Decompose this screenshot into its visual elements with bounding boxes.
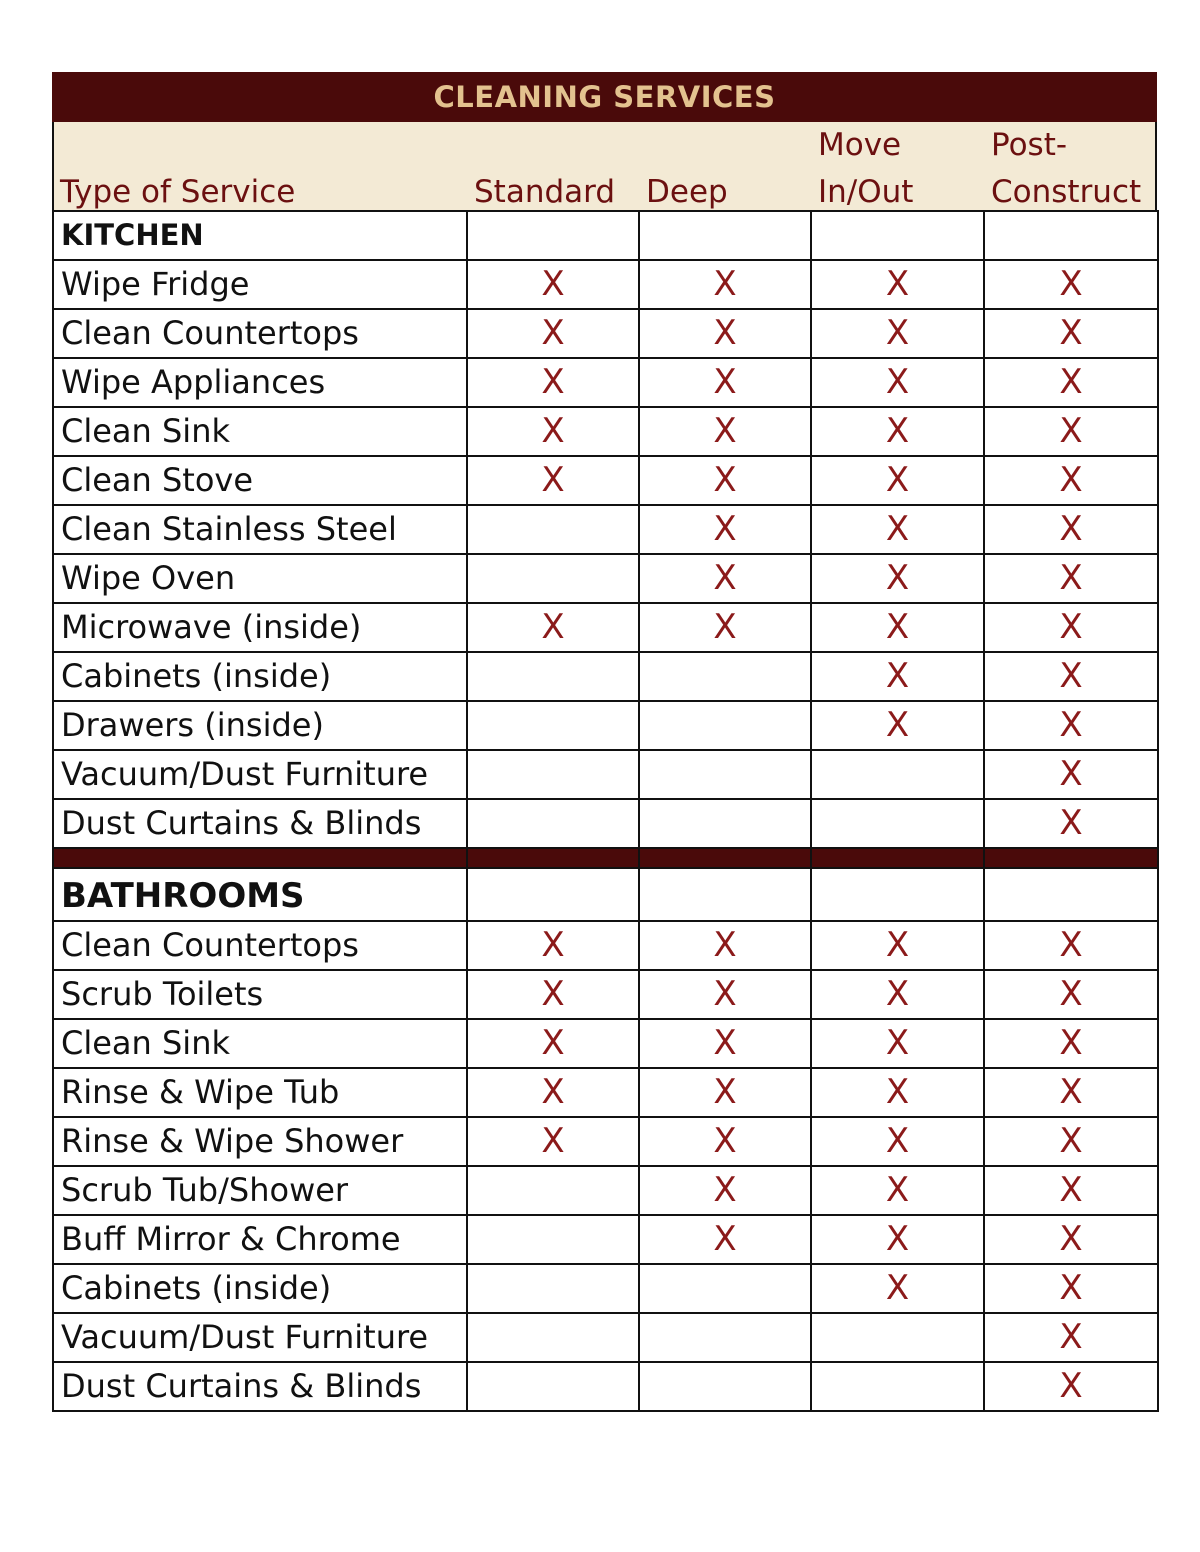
x-mark: X xyxy=(1059,656,1083,696)
service-label: Clean Countertops xyxy=(53,309,467,358)
x-mark: X xyxy=(1059,803,1083,843)
service-label: Dust Curtains & Blinds xyxy=(53,1362,467,1411)
cell-post xyxy=(984,1313,1158,1362)
column-header-post xyxy=(985,122,1159,220)
cell-standard xyxy=(467,652,639,701)
cell-post xyxy=(984,358,1158,407)
x-mark: X xyxy=(885,411,910,451)
x-mark: X xyxy=(713,925,737,965)
table-row xyxy=(53,652,1158,701)
cell-post xyxy=(984,456,1158,505)
x-mark: X xyxy=(1059,974,1083,1014)
cell-standard xyxy=(467,309,639,358)
x-mark: X xyxy=(1059,705,1083,745)
cell-deep xyxy=(639,554,811,603)
x-mark: X xyxy=(541,607,565,647)
cell-post xyxy=(984,505,1158,554)
column-header-post-line2: Construct xyxy=(991,174,1142,210)
cell-move xyxy=(811,1215,984,1264)
cell-standard xyxy=(467,358,639,407)
cell-post xyxy=(984,1166,1158,1215)
empty-cell xyxy=(811,868,984,921)
cell-move xyxy=(811,799,984,848)
x-mark: X xyxy=(885,1219,910,1259)
cell-post xyxy=(984,1117,1158,1166)
section-title: KITCHEN xyxy=(53,211,467,260)
table-row xyxy=(53,407,1158,456)
x-mark: X xyxy=(885,313,910,353)
x-mark: X xyxy=(1059,1023,1083,1063)
cell-move xyxy=(811,260,984,309)
service-label: Cabinets (inside) xyxy=(53,1264,467,1313)
table-row xyxy=(53,921,1158,970)
cell-deep xyxy=(639,1215,811,1264)
service-label: Microwave (inside) xyxy=(53,603,467,652)
cell-post xyxy=(984,260,1158,309)
x-mark: X xyxy=(541,1023,565,1063)
service-label: Drawers (inside) xyxy=(53,701,467,750)
service-label: Clean Sink xyxy=(53,407,467,456)
x-mark: X xyxy=(885,974,910,1014)
cell-deep xyxy=(639,1166,811,1215)
x-mark: X xyxy=(885,1121,910,1161)
cell-move xyxy=(811,603,984,652)
cell-move xyxy=(811,358,984,407)
cell-move xyxy=(811,750,984,799)
empty-cell xyxy=(467,868,639,921)
divider-cell xyxy=(984,848,1158,868)
cell-post xyxy=(984,554,1158,603)
cell-standard xyxy=(467,701,639,750)
x-mark: X xyxy=(885,460,910,500)
cell-post xyxy=(984,970,1158,1019)
cell-move xyxy=(811,554,984,603)
service-label: Wipe Oven xyxy=(53,554,467,603)
x-mark: X xyxy=(713,607,737,647)
table-row xyxy=(53,505,1158,554)
cell-deep xyxy=(639,1313,811,1362)
x-mark: X xyxy=(1059,558,1083,598)
x-mark: X xyxy=(1059,1268,1083,1308)
table-row xyxy=(53,799,1158,848)
table-row xyxy=(53,260,1158,309)
column-header-deep xyxy=(640,122,812,220)
x-mark: X xyxy=(1059,754,1083,794)
table-row xyxy=(53,1313,1158,1362)
table-row xyxy=(53,1166,1158,1215)
cell-post xyxy=(984,1215,1158,1264)
service-label: Clean Stove xyxy=(53,456,467,505)
cell-move xyxy=(811,701,984,750)
x-mark: X xyxy=(1059,1219,1083,1259)
x-mark: X xyxy=(1059,460,1083,500)
cell-deep xyxy=(639,456,811,505)
cell-deep xyxy=(639,652,811,701)
cell-post xyxy=(984,1068,1158,1117)
cell-move xyxy=(811,1166,984,1215)
table-row xyxy=(53,358,1158,407)
x-mark: X xyxy=(541,1072,565,1112)
cell-post xyxy=(984,921,1158,970)
table-row xyxy=(53,701,1158,750)
cell-standard xyxy=(467,554,639,603)
cell-move xyxy=(811,456,984,505)
x-mark: X xyxy=(885,656,910,696)
x-mark: X xyxy=(541,411,565,451)
cell-post xyxy=(984,407,1158,456)
cell-move xyxy=(811,1313,984,1362)
cell-post xyxy=(984,603,1158,652)
cell-standard xyxy=(467,921,639,970)
service-label: Clean Sink xyxy=(53,1019,467,1068)
divider-cell xyxy=(639,848,811,868)
cell-move xyxy=(811,309,984,358)
section-divider xyxy=(53,848,1158,868)
cell-standard xyxy=(467,1117,639,1166)
table-row xyxy=(53,554,1158,603)
x-mark: X xyxy=(885,925,910,965)
x-mark: X xyxy=(713,362,737,402)
column-header-move-line1: Move xyxy=(818,127,902,163)
x-mark: X xyxy=(1059,362,1083,402)
cell-standard xyxy=(467,1313,639,1362)
cell-standard xyxy=(467,603,639,652)
x-mark: X xyxy=(885,607,910,647)
x-mark: X xyxy=(885,362,910,402)
x-mark: X xyxy=(885,558,910,598)
service-label: Scrub Tub/Shower xyxy=(53,1166,467,1215)
cell-deep xyxy=(639,1019,811,1068)
table-row xyxy=(53,1019,1158,1068)
x-mark: X xyxy=(541,362,565,402)
service-label: Clean Stainless Steel xyxy=(53,505,467,554)
column-header-move-line2: In/Out xyxy=(818,174,914,210)
section-header-row xyxy=(53,868,1158,921)
x-mark: X xyxy=(1059,1317,1083,1357)
cell-deep xyxy=(639,407,811,456)
cleaning-services-table xyxy=(52,72,1157,1412)
service-label: Buff Mirror & Chrome xyxy=(53,1215,467,1264)
x-mark: X xyxy=(541,974,565,1014)
cell-move xyxy=(811,1068,984,1117)
column-header-type xyxy=(54,122,468,220)
x-mark: X xyxy=(1059,1366,1083,1406)
service-label: Wipe Appliances xyxy=(53,358,467,407)
cell-deep xyxy=(639,701,811,750)
x-mark: X xyxy=(713,509,737,549)
table-row xyxy=(53,456,1158,505)
cell-deep xyxy=(639,1362,811,1411)
cell-move xyxy=(811,970,984,1019)
service-label: Vacuum/Dust Furniture xyxy=(53,1313,467,1362)
x-mark: X xyxy=(541,313,565,353)
x-mark: X xyxy=(885,1072,910,1112)
table-row xyxy=(53,750,1158,799)
cell-move xyxy=(811,505,984,554)
cell-standard xyxy=(467,505,639,554)
table-row xyxy=(53,1117,1158,1166)
x-mark: X xyxy=(713,558,737,598)
x-mark: X xyxy=(713,411,737,451)
cell-standard xyxy=(467,407,639,456)
column-header-standard xyxy=(468,122,640,220)
service-label: Dust Curtains & Blinds xyxy=(53,799,467,848)
cell-deep xyxy=(639,358,811,407)
x-mark: X xyxy=(1059,313,1083,353)
x-mark: X xyxy=(885,1023,910,1063)
x-mark: X xyxy=(1059,1170,1083,1210)
cell-post xyxy=(984,799,1158,848)
cell-post xyxy=(984,1362,1158,1411)
table-row xyxy=(53,309,1158,358)
cell-deep xyxy=(639,1117,811,1166)
table-title: CLEANING SERVICES xyxy=(52,72,1157,122)
x-mark: X xyxy=(541,264,565,304)
service-label: Clean Countertops xyxy=(53,921,467,970)
x-mark: X xyxy=(713,1170,737,1210)
cell-standard xyxy=(467,1019,639,1068)
empty-cell xyxy=(984,868,1158,921)
cell-standard xyxy=(467,799,639,848)
x-mark: X xyxy=(1059,1121,1083,1161)
cell-post xyxy=(984,309,1158,358)
cell-standard xyxy=(467,750,639,799)
column-header-move xyxy=(812,122,985,220)
column-header-type-label: Type of Service xyxy=(60,174,296,210)
cell-post xyxy=(984,750,1158,799)
x-mark: X xyxy=(713,313,737,353)
x-mark: X xyxy=(885,1268,910,1308)
x-mark: X xyxy=(885,264,910,304)
x-mark: X xyxy=(885,1170,910,1210)
table-row xyxy=(53,1068,1158,1117)
x-mark: X xyxy=(1059,925,1083,965)
column-header-standard-label: Standard xyxy=(474,174,616,210)
cell-deep xyxy=(639,260,811,309)
cell-move xyxy=(811,1117,984,1166)
section-title: BATHROOMS xyxy=(53,868,467,921)
x-mark: X xyxy=(713,1121,737,1161)
x-mark: X xyxy=(1059,509,1083,549)
cell-deep xyxy=(639,970,811,1019)
service-label: Rinse & Wipe Tub xyxy=(53,1068,467,1117)
cell-deep xyxy=(639,1068,811,1117)
table-row xyxy=(53,1215,1158,1264)
cell-deep xyxy=(639,1264,811,1313)
divider-cell xyxy=(53,848,467,868)
service-label: Scrub Toilets xyxy=(53,970,467,1019)
cell-move xyxy=(811,1019,984,1068)
column-header-deep-label: Deep xyxy=(646,174,728,210)
cell-post xyxy=(984,701,1158,750)
divider-cell xyxy=(467,848,639,868)
service-label: Cabinets (inside) xyxy=(53,652,467,701)
x-mark: X xyxy=(1059,264,1083,304)
table-row xyxy=(53,1264,1158,1313)
x-mark: X xyxy=(713,1219,737,1259)
x-mark: X xyxy=(713,460,737,500)
table-row xyxy=(53,1362,1158,1411)
x-mark: X xyxy=(713,1023,737,1063)
services-grid-body xyxy=(53,211,1158,1411)
cell-post xyxy=(984,1264,1158,1313)
cell-standard xyxy=(467,456,639,505)
x-mark: X xyxy=(713,1072,737,1112)
cell-standard xyxy=(467,1215,639,1264)
x-mark: X xyxy=(885,509,910,549)
table-row xyxy=(53,603,1158,652)
cell-deep xyxy=(639,750,811,799)
cell-standard xyxy=(467,1068,639,1117)
cell-standard xyxy=(467,970,639,1019)
column-header-post-line1: Post- xyxy=(991,127,1068,163)
cell-standard xyxy=(467,1264,639,1313)
empty-cell xyxy=(639,868,811,921)
service-label: Rinse & Wipe Shower xyxy=(53,1117,467,1166)
x-mark: X xyxy=(713,974,737,1014)
cell-deep xyxy=(639,799,811,848)
x-mark: X xyxy=(541,925,565,965)
cell-deep xyxy=(639,309,811,358)
x-mark: X xyxy=(541,460,565,500)
service-label: Vacuum/Dust Furniture xyxy=(53,750,467,799)
cell-standard xyxy=(467,1362,639,1411)
x-mark: X xyxy=(1059,411,1083,451)
cell-move xyxy=(811,652,984,701)
cell-post xyxy=(984,652,1158,701)
x-mark: X xyxy=(885,705,910,745)
divider-cell xyxy=(811,848,984,868)
x-mark: X xyxy=(713,264,737,304)
cell-post xyxy=(984,1019,1158,1068)
service-label: Wipe Fridge xyxy=(53,260,467,309)
services-grid xyxy=(52,210,1159,1412)
table-row xyxy=(53,970,1158,1019)
cell-move xyxy=(811,1362,984,1411)
x-mark: X xyxy=(1059,1072,1083,1112)
cell-standard xyxy=(467,1166,639,1215)
x-mark: X xyxy=(541,1121,565,1161)
cell-deep xyxy=(639,921,811,970)
cell-standard xyxy=(467,260,639,309)
x-mark: X xyxy=(1059,607,1083,647)
column-header-row xyxy=(52,122,1157,210)
cell-move xyxy=(811,921,984,970)
cell-deep xyxy=(639,603,811,652)
cell-move xyxy=(811,1264,984,1313)
cell-deep xyxy=(639,505,811,554)
cell-move xyxy=(811,407,984,456)
